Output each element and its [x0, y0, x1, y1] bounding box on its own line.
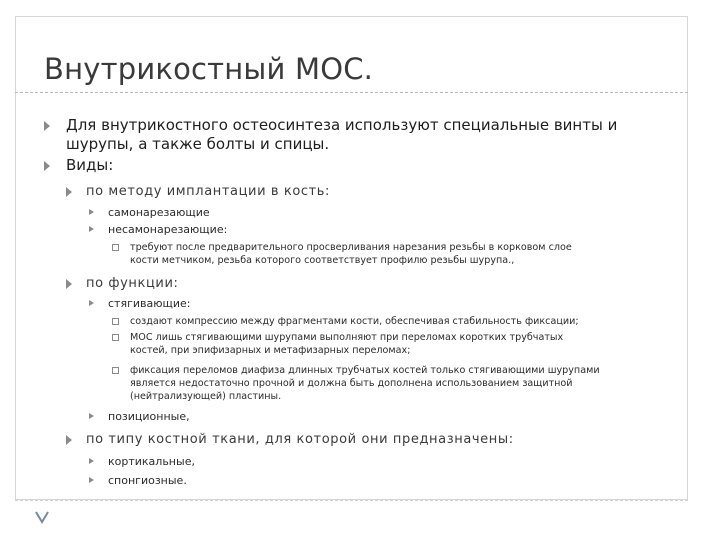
function-heading: по функции: [86, 276, 179, 291]
bullet-arrow-icon [66, 279, 72, 289]
bullet-arrow-icon [44, 121, 50, 131]
bullet-square-icon [112, 244, 119, 251]
cancellous-item: спонгиозные. [108, 474, 187, 487]
self-tapping-item: самонарезающие [108, 206, 210, 219]
non-self-tapping-item: несамонарезающие: [108, 223, 228, 236]
cortical-item: кортикальные, [108, 455, 195, 468]
method-heading: по методу имплантации в кость: [86, 184, 331, 199]
bullet-arrow-icon [89, 209, 94, 215]
bullet-square-icon [112, 318, 119, 325]
tapping-note-line-2: кости метчиком, резьба которого соответствует профилю резьбы шурупа., [130, 255, 515, 266]
compressing-point-2-line-1: МОС лишь стягивающими шурупами выполняют при переломах коротких трубчатых [130, 332, 564, 343]
bullet-arrow-icon [89, 477, 94, 483]
bullet-square-icon [112, 367, 119, 374]
compressing-point-3-line-1: фиксация переломов диафиза длинных трубчатых костей только стягивающими шурупами [130, 365, 600, 376]
tapping-note-line-1: требуют после предварительного просверливания нарезания резьбы в корковом слое [130, 242, 572, 253]
compressing-point-1: создают компрессию между фрагментами кости, обеспечивая стабильность фиксации; [130, 316, 579, 327]
bullet-arrow-icon [44, 161, 50, 171]
compressing-point-3-line-3: (нейтрализующей) пластины. [130, 391, 282, 402]
bullet-arrow-icon [89, 300, 94, 306]
bullet-square-icon [112, 334, 119, 341]
corner-chevron-icon [34, 510, 50, 524]
footer-divider [15, 500, 688, 501]
bullet-arrow-icon [66, 435, 72, 445]
bullet-arrow-icon [89, 458, 94, 464]
compressing-point-2-line-2: костей, при эпифизарных и метафизарных переломах; [130, 345, 411, 356]
intro-line-2: шурупы, а также болты и спицы. [66, 135, 330, 153]
positional-item: позиционные, [108, 410, 190, 423]
types-heading: Виды: [66, 156, 114, 174]
bullet-arrow-icon [89, 226, 94, 232]
bullet-arrow-icon [89, 413, 94, 419]
compressing-item: стягивающие: [108, 297, 191, 310]
intro-line-1: Для внутрикостного остеосинтеза используют специальные винты и [66, 116, 618, 134]
compressing-point-3-line-2: является недостаточно прочной и должна быть дополнена использованием защитной [130, 378, 573, 389]
bullet-arrow-icon [66, 187, 72, 197]
bone-type-heading: по типу костной ткани, для которой они предназначены: [86, 432, 514, 447]
title-divider [15, 92, 688, 93]
slide-title: Внутрикостный МОС. [44, 52, 374, 86]
